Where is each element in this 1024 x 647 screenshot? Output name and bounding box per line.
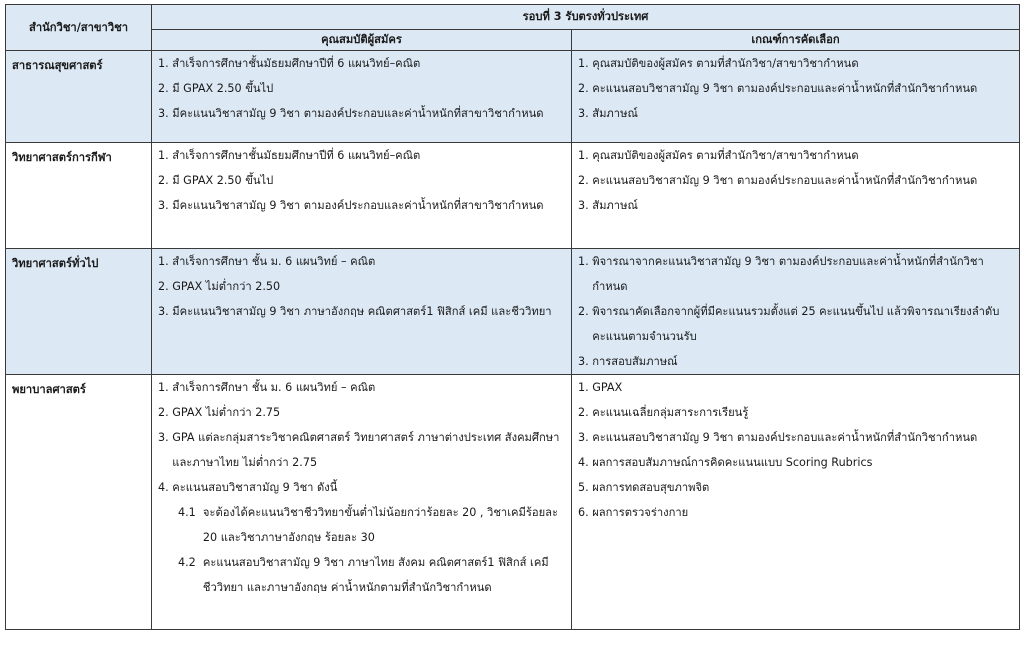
list-item	[578, 500, 1015, 525]
list-item	[578, 168, 1015, 193]
item-number: 4.2	[178, 556, 203, 569]
list-item	[158, 101, 567, 126]
item-number: 2.	[158, 280, 173, 293]
item-number: 2.	[158, 82, 173, 95]
item-text: GPAX	[592, 381, 623, 394]
qualifications-cell	[152, 143, 572, 249]
item-text: สำเร็จการศึกษาชั้นมัธยมศึกษาปีที่ 6 แผนวิทย์–คณิต	[172, 149, 421, 162]
item-number: 1.	[158, 381, 173, 394]
department-name: พยาบาลศาสตร์	[6, 375, 152, 630]
admission-criteria-table	[5, 4, 1020, 630]
header-selection-criteria: เกณฑ์การคัดเลือก	[572, 30, 1020, 51]
item-text: GPAX ไม่ต่ำกว่า 2.50	[172, 280, 281, 293]
item-number: 2.	[158, 406, 173, 419]
item-text: สำเร็จการศึกษา ชั้น ม. 6 แผนวิทย์ – คณิต	[172, 255, 376, 268]
item-text: มีคะแนนวิชาสามัญ 9 วิชา ตามองค์ประกอบและค่าน้ำหนักที่สาขาวิชากำหนด	[172, 199, 544, 212]
qualifications-cell	[152, 249, 572, 375]
item-text: GPA แต่ละกลุ่มสาระวิชาคณิตศาสตร์ วิทยาศาสตร์ ภาษาต่างประเทศ สังคมศึกษา และภาษาไทย ไม่ต่ำกว่า 2.75	[172, 431, 560, 469]
item-text: คุณสมบัติของผู้สมัคร ตามที่สำนักวิชา/สาขาวิชากำหนด	[592, 149, 859, 162]
list-item	[578, 349, 1015, 374]
item-number: 1.	[158, 57, 173, 70]
list-item	[158, 475, 567, 500]
list-item	[578, 400, 1015, 425]
item-text: พิจารณาคัดเลือกจากผู้ที่มีคะแนนรวมตั้งแต่ 25 คะแนนขึ้นไป แล้วพิจารณาเรียงลำดับคะแนนตามจำนวนรับ	[592, 305, 1000, 343]
item-number: 3.	[578, 199, 593, 212]
selection-criteria-cell	[572, 51, 1020, 143]
item-number: 2.	[578, 174, 593, 187]
list-item	[158, 193, 567, 218]
list-item	[158, 274, 567, 299]
item-text: คะแนนสอบวิชาสามัญ 9 วิชา ตามองค์ประกอบและค่าน้ำหนักที่สำนักวิชากำหนด	[592, 174, 978, 187]
header-department: สำนักวิชา/สาขาวิชา	[6, 5, 152, 51]
item-text: มีคะแนนวิชาสามัญ 9 วิชา ภาษาอังกฤษ คณิตศาสตร์1 ฟิสิกส์ เคมี และชีววิทยา	[172, 305, 552, 318]
selection-criteria-cell	[572, 143, 1020, 249]
item-text: ผลการตรวจร่างกาย	[592, 506, 689, 519]
list-item	[158, 51, 567, 76]
table-row	[6, 249, 1020, 375]
item-text: คะแนนเฉลี่ยกลุ่มสาระการเรียนรู้	[592, 406, 749, 419]
qualifications-cell	[152, 375, 572, 630]
item-number: 2.	[158, 174, 173, 187]
list-item	[578, 143, 1015, 168]
department-name: สาธารณสุขศาสตร์	[6, 51, 152, 143]
item-number: 3.	[578, 431, 593, 444]
list-item	[578, 475, 1015, 500]
item-text: ผลการทดสอบสุขภาพจิต	[592, 481, 710, 494]
table-row	[6, 143, 1020, 249]
item-number: 2.	[578, 406, 593, 419]
selection-criteria-cell	[572, 249, 1020, 375]
list-item	[578, 425, 1015, 450]
item-text: สำเร็จการศึกษาชั้นมัธยมศึกษาปีที่ 6 แผนวิทย์–คณิต	[172, 57, 421, 70]
item-number: 1.	[158, 255, 173, 268]
item-text: ผลการสอบสัมภาษณ์การคิดคะแนนแบบ Scoring Rubrics	[592, 456, 873, 469]
table-row	[6, 51, 1020, 143]
item-text: คุณสมบัติของผู้สมัคร ตามที่สำนักวิชา/สาขาวิชากำหนด	[592, 57, 859, 70]
item-number: 6.	[578, 506, 593, 519]
item-text: คะแนนสอบวิชาสามัญ 9 วิชา ดังนี้	[172, 481, 338, 494]
list-item	[578, 450, 1015, 475]
list-item	[578, 51, 1015, 76]
table-row	[6, 375, 1020, 630]
item-number: 2.	[578, 82, 593, 95]
list-item	[578, 249, 1015, 299]
item-number: 3.	[158, 431, 173, 444]
item-number: 1.	[578, 255, 593, 268]
list-item	[578, 193, 1015, 218]
list-item	[158, 550, 567, 600]
list-item	[158, 375, 567, 400]
list-item	[158, 168, 567, 193]
item-text: มี GPAX 2.50 ขึ้นไป	[172, 82, 274, 95]
list-item	[158, 299, 567, 324]
list-item	[158, 249, 567, 274]
header-qualifications: คุณสมบัติผู้สมัคร	[152, 30, 572, 51]
item-number: 3.	[158, 199, 173, 212]
item-number: 4.	[158, 481, 173, 494]
item-text: พิจารณาจากคะแนนวิชาสามัญ 9 วิชา ตามองค์ประกอบและค่าน้ำหนักที่สำนักวิชากำหนด	[592, 255, 984, 293]
item-number: 1.	[578, 381, 593, 394]
item-text: จะต้องได้คะแนนวิชาชีววิทยาขั้นต่ำไม่น้อยกว่าร้อยละ 20 , วิชาเคมีร้อยละ 20 และวิชาภาษาอังกฤษ ร้อยละ 30	[202, 506, 559, 544]
header-round: รอบที่ 3 รับตรงทั่วประเทศ	[152, 5, 1020, 30]
item-number: 3.	[158, 305, 173, 318]
table-body	[6, 51, 1020, 630]
list-item	[578, 299, 1015, 349]
item-number: 1.	[158, 149, 173, 162]
item-number: 4.	[578, 456, 593, 469]
department-name: วิทยาศาสตร์ทั่วไป	[6, 249, 152, 375]
item-text: สัมภาษณ์	[592, 199, 638, 212]
list-item	[158, 76, 567, 101]
list-item	[158, 143, 567, 168]
item-number: 1.	[578, 149, 593, 162]
list-item	[158, 400, 567, 425]
item-text: สำเร็จการศึกษา ชั้น ม. 6 แผนวิทย์ – คณิต	[172, 381, 376, 394]
item-text: GPAX ไม่ต่ำกว่า 2.75	[172, 406, 281, 419]
item-number: 5.	[578, 481, 593, 494]
list-item	[578, 375, 1015, 400]
qualifications-cell	[152, 51, 572, 143]
department-name: วิทยาศาสตร์การกีฬา	[6, 143, 152, 249]
item-number: 3.	[578, 107, 593, 120]
list-item	[578, 101, 1015, 126]
item-text: คะแนนสอบวิชาสามัญ 9 วิชา ตามองค์ประกอบและค่าน้ำหนักที่สำนักวิชากำหนด	[592, 431, 978, 444]
item-number: 4.1	[178, 506, 203, 519]
list-item	[158, 425, 567, 475]
item-text: มี GPAX 2.50 ขึ้นไป	[172, 174, 274, 187]
item-text: การสอบสัมภาษณ์	[592, 355, 678, 368]
item-number: 3.	[578, 355, 593, 368]
list-item	[578, 76, 1015, 101]
item-text: มีคะแนนวิชาสามัญ 9 วิชา ตามองค์ประกอบและค่าน้ำหนักที่สาขาวิชากำหนด	[172, 107, 544, 120]
item-text: คะแนนสอบวิชาสามัญ 9 วิชา ตามองค์ประกอบและค่าน้ำหนักที่สำนักวิชากำหนด	[592, 82, 978, 95]
item-text: สัมภาษณ์	[592, 107, 638, 120]
item-number: 3.	[158, 107, 173, 120]
item-number: 2.	[578, 305, 593, 318]
item-number: 1.	[578, 57, 593, 70]
selection-criteria-cell	[572, 375, 1020, 630]
item-text: คะแนนสอบวิชาสามัญ 9 วิชา ภาษาไทย สังคม คณิตศาสตร์1 ฟิสิกส์ เคมี ชีววิทยา และภาษาอังกฤษ ค่าน้ำหนักตามที่สำนักวิชากำหนด	[202, 556, 549, 594]
list-item	[158, 500, 567, 550]
